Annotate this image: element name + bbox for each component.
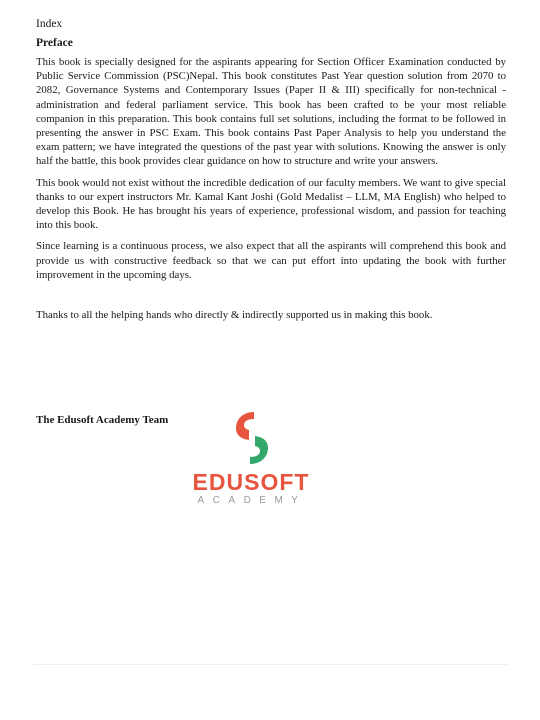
paragraph-acknowledgement: Thanks to all the helping hands who directly & indirectly supported us in making this book. — [36, 309, 433, 322]
document-page — [36, 18, 506, 329]
paragraph-feedback: Since learning is a continuous process, we also expect that all the aspirants will comprehend this book and provide us with constructive feedback so that we can put effort into updating the book with further improvement in the upcoming days. — [36, 240, 506, 281]
signoff: The Edusoft Academy Team — [36, 414, 169, 426]
logo-subtitle-text: ACADEMY — [197, 495, 307, 506]
preface-heading: Preface — [36, 37, 73, 49]
edusoft-logo — [186, 408, 316, 508]
paragraph-thanks-faculty: This book would not exist without the incredible dedication of our faculty members. We want to give special thanks to our expert instructors Mr. Kamal Kant Joshi (Gold Medalist – LLM, MA English) who helped to develop this Book. He has brought his years of experience, professional wisdom, and passion for teaching into this book. — [36, 176, 506, 232]
paragraph-intro: This book is specially designed for the aspirants appearing for Section Officer Examination conducted by Public Service Commission (PSC)Nepal. This book constitutes Past Year question solution from 2070 to 2082, Governance Systems and Contemporary Issues (Paper II & III) specifically for non-technical - administration and federal parliament service. This book has been crafted to be your most reliable companion in this preparation. This book contains full set solutions, including the format to be followed in presenting the answer in PSC Exam. This book contains Past Paper Analysis to help you understand the exam pattern; we have integrated the questions of the past year with solutions. Knowing the answer is only half the battle, this book provides clear guidance on how to structure and write your answers. — [36, 56, 506, 168]
index-label: Index — [36, 18, 63, 30]
footer-divider — [33, 664, 507, 665]
logo-brand-text: EDUSOFT — [192, 469, 310, 495]
edusoft-s-logo-icon — [222, 408, 282, 468]
